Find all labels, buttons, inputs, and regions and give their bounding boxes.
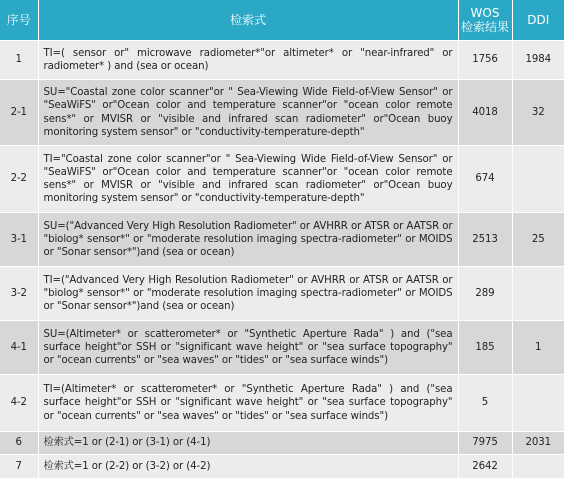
row-number: 7 [0,455,38,478]
header-expression: 检索式 [38,0,458,41]
search-expression: SU=(Altimeter* or scatterometer* or "Synthetic Aperture Rada" ) and ("sea surface height"or SSH or "significant wave height" or "sea surface topography" or "ocean currents" or "sea waves" or "tides" or "sea surface winds") [38,321,458,375]
row-number: 3-2 [0,267,38,321]
table-row [0,432,564,455]
ddi-count [512,375,564,432]
search-expression: 检索式=1 or (2-1) or (3-1) or (4-1) [38,432,458,455]
header-wos-line1: WOS [470,6,500,20]
wos-count: 1756 [458,41,512,80]
wos-count: 4018 [458,80,512,146]
table-header [0,0,564,41]
row-number: 6 [0,432,38,455]
row-number: 3-1 [0,213,38,267]
ddi-count: 1 [512,321,564,375]
table-row [0,213,564,267]
search-expression: TI=(Altimeter* or scatterometer* or "Synthetic Aperture Rada" ) and ("sea surface height"or SSH or "significant wave height" or "sea surface topography" or "ocean currents" or "sea waves" or "tides" or "sea surface winds") [38,375,458,432]
ddi-count [512,455,564,478]
wos-count: 2513 [458,213,512,267]
wos-count: 674 [458,146,512,213]
ddi-count: 32 [512,80,564,146]
row-number: 4-2 [0,375,38,432]
search-expression: TI="Coastal zone color scanner"or " Sea-Viewing Wide Field-of-View Sensor" or "SeaWiFS" or"Ocean color and temperature scanner"or "ocean color remote sens*" or MVISR or "visible and infrared scan radiometer" or"Ocean buoy monitoring system sensor" or "conductivity-temperature-depth" [38,146,458,213]
wos-count: 185 [458,321,512,375]
table-body [0,41,564,478]
table-row [0,267,564,321]
row-number: 4-1 [0,321,38,375]
header-wos-line2: 检索结果 [460,20,509,34]
ddi-count: 2031 [512,432,564,455]
table-row [0,146,564,213]
table-row [0,41,564,80]
table-row [0,455,564,478]
table-row [0,375,564,432]
row-number: 2-2 [0,146,38,213]
wos-count: 2642 [458,455,512,478]
wos-count: 289 [458,267,512,321]
ddi-count: 1984 [512,41,564,80]
header-no: 序号 [0,0,38,41]
header-ddi: DDI [512,0,564,41]
ddi-count: 25 [512,213,564,267]
ddi-count [512,146,564,213]
table-row [0,80,564,146]
table-row [0,321,564,375]
wos-count: 7975 [458,432,512,455]
header-wos [458,0,512,41]
search-expression: SU="Coastal zone color scanner"or " Sea-Viewing Wide Field-of-View Sensor" or "SeaWiFS" or"Ocean color and temperature scanner"or "ocean color remote sens*" or MVISR or "visible and infrared scan radiometer" or"Ocean buoy monitoring system sensor" or "conductivity-temperature-depth" [38,80,458,146]
wos-count: 5 [458,375,512,432]
header-row [0,0,564,41]
search-expression: TI=( sensor or" microwave radiometer*"or altimeter* or "near-infrared" or radiometer* ) and (sea or ocean) [38,41,458,80]
row-number: 2-1 [0,80,38,146]
search-expression: 检索式=1 or (2-2) or (3-2) or (4-2) [38,455,458,478]
search-expression: TI=("Advanced Very High Resolution Radiometer" or AVHRR or ATSR or AATSR or "biolog* sensor*" or "moderate resolution imaging spectra-radiometer" or MOIDS or "Sonar sensor*")and (sea or ocean) [38,267,458,321]
search-expression: SU=("Advanced Very High Resolution Radiometer" or AVHRR or ATSR or AATSR or "biolog* sensor*" or "moderate resolution imaging spectra-radiometer" or MOIDS or "Sonar sensor*")and (sea or ocean) [38,213,458,267]
ddi-count [512,267,564,321]
row-number: 1 [0,41,38,80]
